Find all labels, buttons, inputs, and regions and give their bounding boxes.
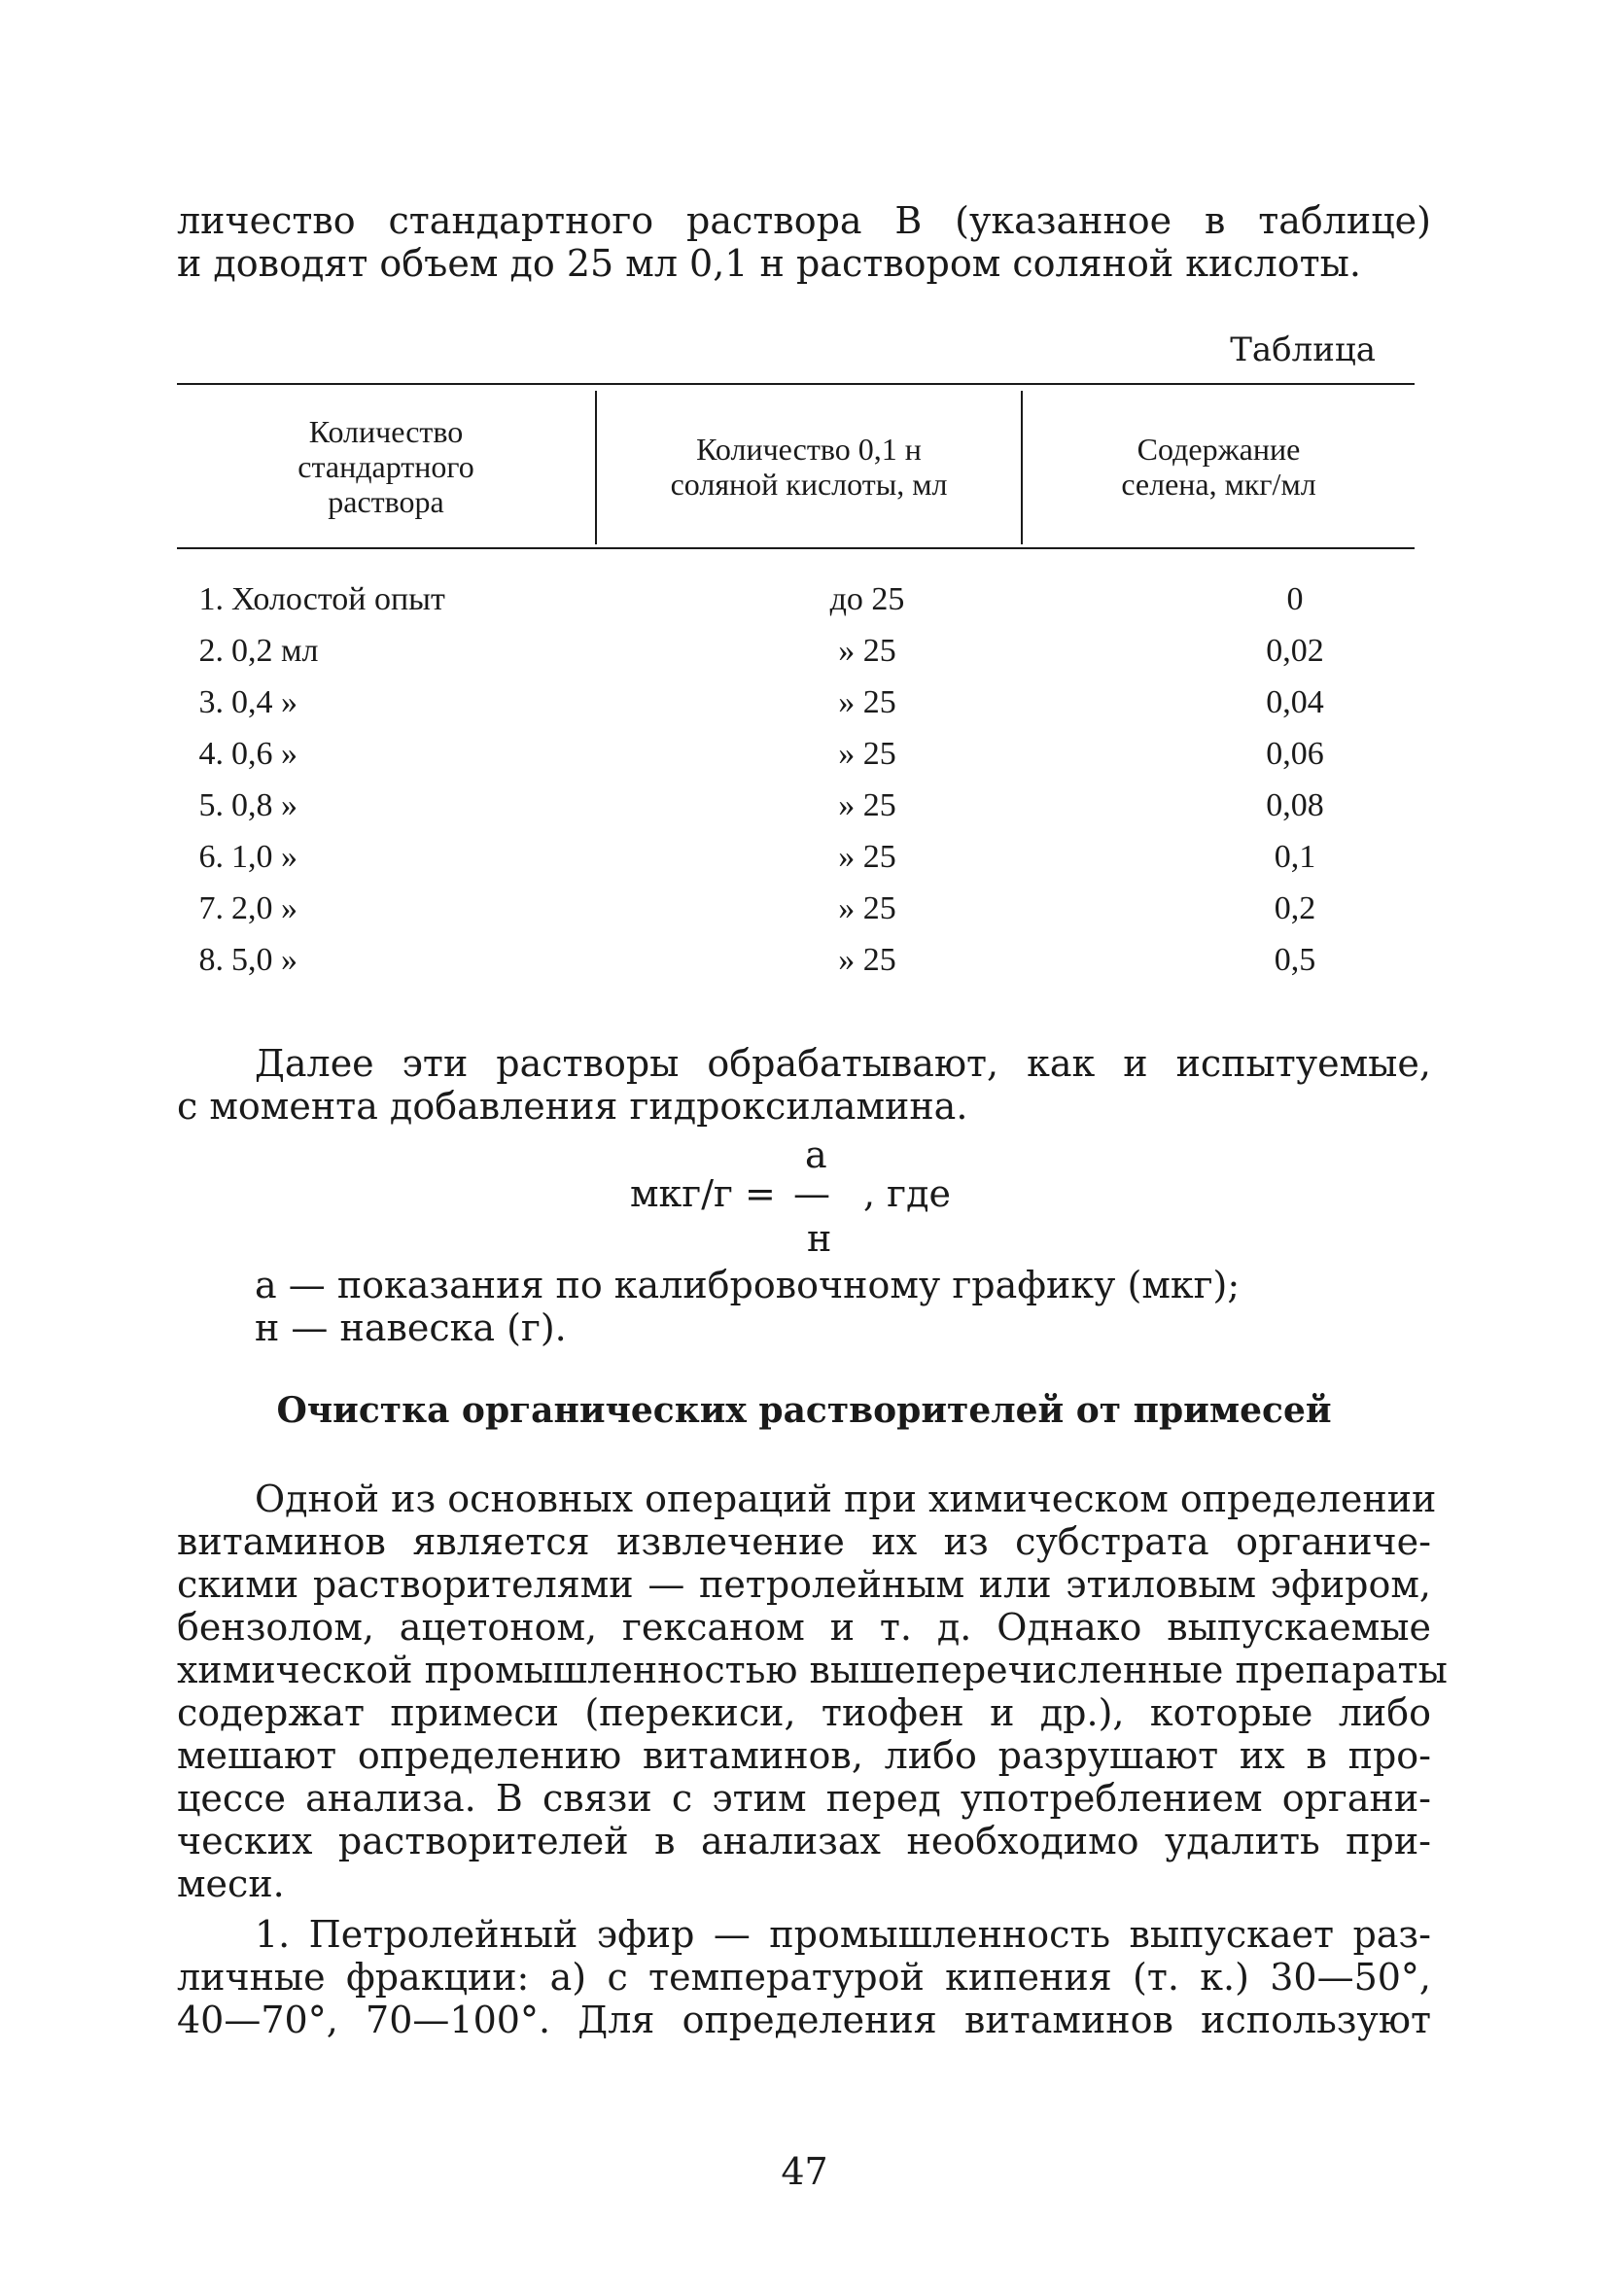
table-caption: Таблица xyxy=(1230,330,1376,369)
row-amount: 0,2 мл xyxy=(231,633,319,669)
row-selenium: 0,2 xyxy=(1274,890,1316,926)
row-amount: Холостой опыт xyxy=(231,581,445,617)
header-line: Количество 0,1 н xyxy=(696,432,922,467)
row-amount: 0,4 » xyxy=(231,684,297,720)
formula-lhs: мкг/г = xyxy=(630,1172,776,1215)
row-selenium: 0,08 xyxy=(1266,787,1324,823)
row-selenium: 0,5 xyxy=(1274,942,1316,978)
paragraph-line: цессе анализа. В связи с этим перед употреблением органи- xyxy=(177,1777,1431,1820)
header-line: раствора xyxy=(328,484,444,519)
table-row xyxy=(177,684,1415,736)
table-header-amount xyxy=(177,414,595,519)
table-body xyxy=(177,581,1415,993)
row-acid: до 25 xyxy=(829,581,905,617)
row-amount: 0,6 » xyxy=(231,736,297,772)
row-acid: » 25 xyxy=(838,787,896,823)
table-row xyxy=(177,581,1415,633)
row-acid: » 25 xyxy=(838,633,896,669)
row-selenium: 0,1 xyxy=(1274,839,1316,875)
row-selenium: 0,06 xyxy=(1266,736,1324,772)
table-row xyxy=(177,633,1415,684)
paragraph-line: меси. xyxy=(177,1862,285,1905)
row-acid: » 25 xyxy=(838,736,896,772)
page-number: 47 xyxy=(781,2150,828,2193)
intro-paragraph xyxy=(177,199,1431,285)
row-amount: 1,0 » xyxy=(231,839,297,875)
row-amount: 2,0 » xyxy=(231,890,297,926)
row-acid: » 25 xyxy=(838,942,896,978)
section-paragraph xyxy=(177,1913,1431,2041)
paragraph-line: Далее эти растворы обрабатывают, как и испытуемые, xyxy=(255,1042,1431,1085)
header-line: Содержание xyxy=(1137,432,1301,467)
header-line: соляной кислоты, мл xyxy=(670,467,948,502)
intro-line: личество стандартного раствора В (указанное в таблице) xyxy=(177,199,1431,242)
paragraph-line: с момента добавления гидроксиламина. xyxy=(177,1085,968,1128)
formula-numerator: а xyxy=(805,1133,827,1176)
row-acid: » 25 xyxy=(838,890,896,926)
row-amount: 5,0 » xyxy=(231,942,297,978)
row-number: 2. xyxy=(198,633,224,669)
row-number: 4. xyxy=(198,736,224,772)
row-amount: 0,8 » xyxy=(231,787,297,823)
row-number: 6. xyxy=(198,839,224,875)
row-number: 8. xyxy=(198,942,224,978)
header-line: стандартного xyxy=(297,449,474,484)
table-row xyxy=(177,839,1415,890)
table-header-acid xyxy=(597,432,1021,502)
formula-denominator: н xyxy=(807,1217,832,1260)
paragraph-line: содержат примеси (перекиси, тиофен и др.), которые либо xyxy=(177,1691,1431,1734)
table-row xyxy=(177,787,1415,839)
row-number: 5. xyxy=(198,787,224,823)
header-line: селена, мкг/мл xyxy=(1121,467,1316,502)
table-header-rule xyxy=(177,547,1415,549)
row-number: 7. xyxy=(198,890,224,926)
after-table-paragraph xyxy=(177,1042,1431,1128)
header-line: Количество xyxy=(308,414,464,449)
table-row xyxy=(177,890,1415,942)
paragraph-line: личные фракции: а) с температурой кипения (т. к.) 30—50°, xyxy=(177,1956,1431,1999)
table-row xyxy=(177,736,1415,787)
section-heading: Очистка органических растворителей от примесей xyxy=(276,1390,1332,1431)
paragraph-line: бензолом, ацетоном, гексаном и т. д. Однако выпускаемые xyxy=(177,1606,1431,1649)
legend-line: а — показания по калибровочному графику (мкг); xyxy=(255,1264,1241,1306)
row-number: 3. xyxy=(198,684,224,720)
intro-line: и доводят объем до 25 мл 0,1 н раствором соляной кислоты. xyxy=(177,242,1361,285)
legend-line: н — навеска (г). xyxy=(255,1306,567,1349)
row-number: 1. xyxy=(198,581,224,617)
formula-suffix: , где xyxy=(863,1172,951,1215)
paragraph-line: Одной из основных операций при химическом определении xyxy=(255,1478,1437,1520)
row-selenium: 0,02 xyxy=(1266,633,1324,669)
row-acid: » 25 xyxy=(838,684,896,720)
paragraph-line: 40—70°, 70—100°. Для определения витаминов используют xyxy=(177,1999,1431,2041)
section-paragraph xyxy=(177,1478,1448,1905)
table-header-selenium xyxy=(1023,432,1415,502)
paragraph-line: ческих растворителей в анализах необходимо удалить при- xyxy=(177,1820,1431,1862)
table-row xyxy=(177,942,1415,993)
formula-bar: — xyxy=(793,1172,830,1215)
paragraph-line: скими растворителями — петролейным или этиловым эфиром, xyxy=(177,1563,1431,1606)
row-selenium: 0,04 xyxy=(1266,684,1324,720)
formula-legend xyxy=(255,1264,1324,1349)
row-selenium: 0 xyxy=(1286,581,1304,617)
paragraph-line: химической промышленностью вышеперечисленные препараты xyxy=(177,1649,1448,1691)
row-acid: » 25 xyxy=(838,839,896,875)
paragraph-line: витаминов является извлечение их из субстрата органиче- xyxy=(177,1520,1431,1563)
paragraph-line: 1. Петролейный эфир — промышленность выпускает раз- xyxy=(255,1913,1431,1956)
paragraph-line: мешают определению витаминов, либо разрушают их в про- xyxy=(177,1734,1431,1777)
table-top-rule xyxy=(177,383,1415,385)
